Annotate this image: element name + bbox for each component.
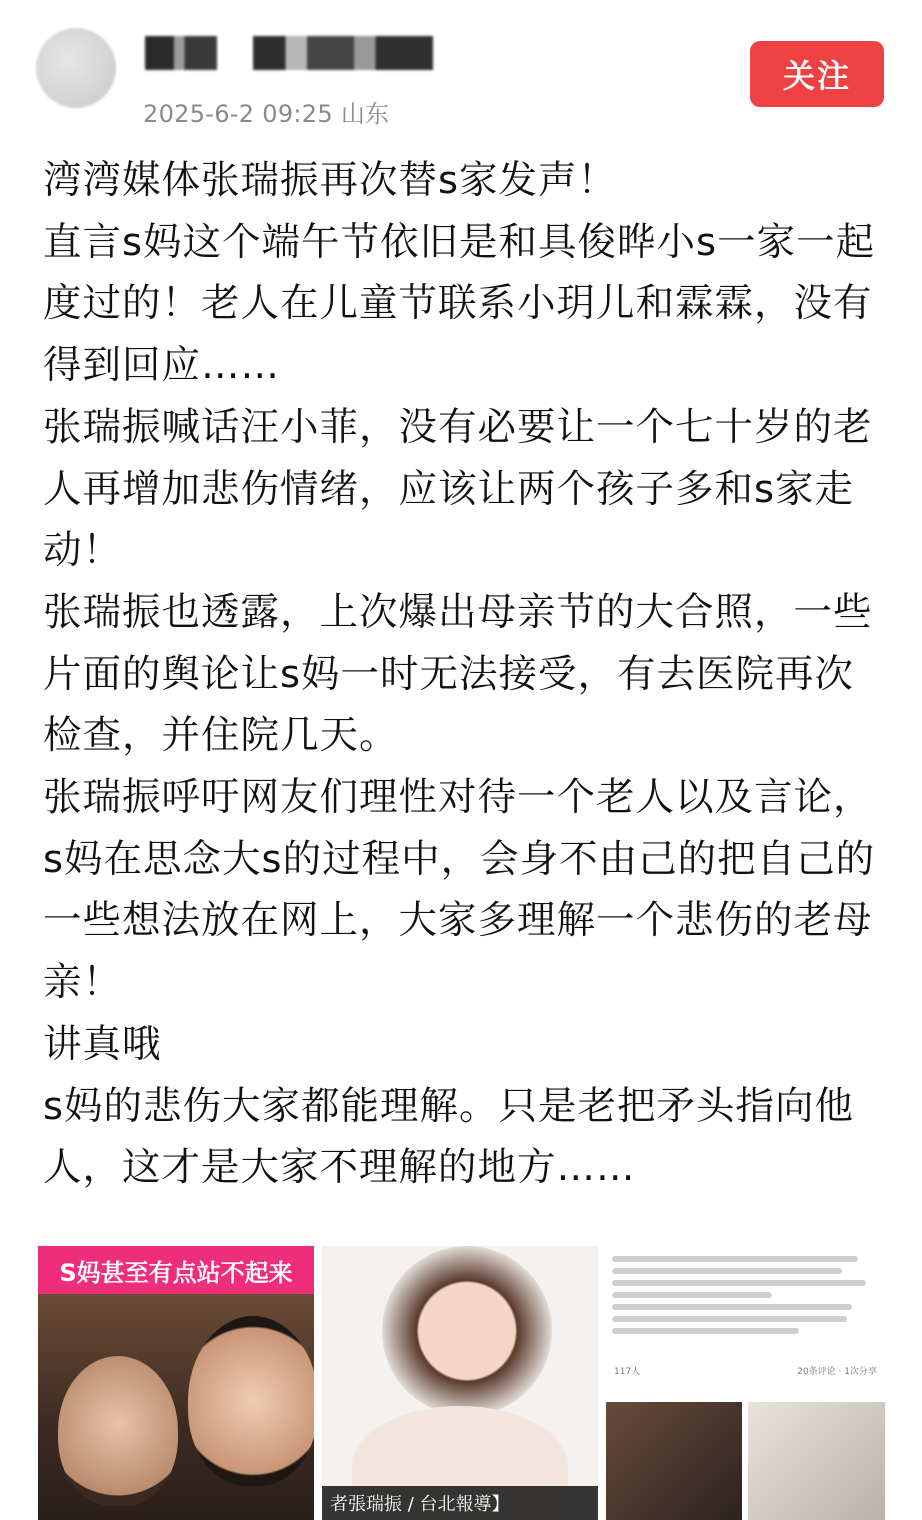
image-banner: S妈甚至有点站不起来 — [38, 1246, 314, 1294]
comment-share-count: 20条评论 · 1次分享 — [797, 1367, 877, 1377]
follow-button[interactable]: 关注 — [750, 41, 884, 107]
redaction-mask — [145, 36, 217, 70]
post-header — [0, 0, 922, 150]
avatar[interactable] — [36, 28, 116, 108]
person-face — [188, 1316, 314, 1486]
paragraph: 张瑞振喊话汪小菲，没有必要让一个七十岁的老人再增加悲伤情绪，应该让两个孩子多和s家走动！ — [43, 404, 873, 574]
image-grid — [38, 1246, 885, 1520]
group-photo — [748, 1402, 885, 1520]
group-photo — [606, 1402, 742, 1520]
paragraph: 直言s妈这个端午节依旧是和具俊晔小s一家一起度过的！老人在儿童节联系小玥儿和霖霖，没有得到回应…… — [43, 219, 876, 389]
post-image-2[interactable] — [322, 1246, 598, 1520]
paragraph: 湾湾媒体张瑞振再次替s家发声！ — [43, 158, 618, 203]
paragraph: 张瑞振呼吁网友们理性对待一个老人以及言论，s妈在思念大s的过程中，会身不由己的把自己的一些想法放在网上，大家多理解一个悲伤的老母亲！ — [43, 775, 876, 1006]
portrait-head — [382, 1246, 552, 1416]
redaction-mask — [253, 36, 433, 70]
image-caption: 者張瑞振 / 台北報導】 — [322, 1486, 598, 1520]
post-body — [0, 150, 922, 1199]
paragraph: s妈的悲伤大家都能理解。只是老把矛头指向他人，这才是大家不理解的地方…… — [43, 1083, 855, 1191]
post-meta: 2025-6-2 09:25 山东 — [143, 100, 390, 128]
post-image-3[interactable] — [606, 1246, 885, 1520]
reaction-count: 117人 — [614, 1367, 641, 1377]
person-face — [58, 1356, 178, 1506]
paragraph: 讲真哦 — [43, 1021, 162, 1067]
paragraph: 张瑞振也透露，上次爆出母亲节的大合照，一些片面的舆论让s妈一时无法接受，有去医院再次检查，并住院几天。 — [43, 589, 873, 759]
post-image-1[interactable] — [38, 1246, 314, 1520]
author-name-redacted[interactable] — [145, 36, 445, 70]
